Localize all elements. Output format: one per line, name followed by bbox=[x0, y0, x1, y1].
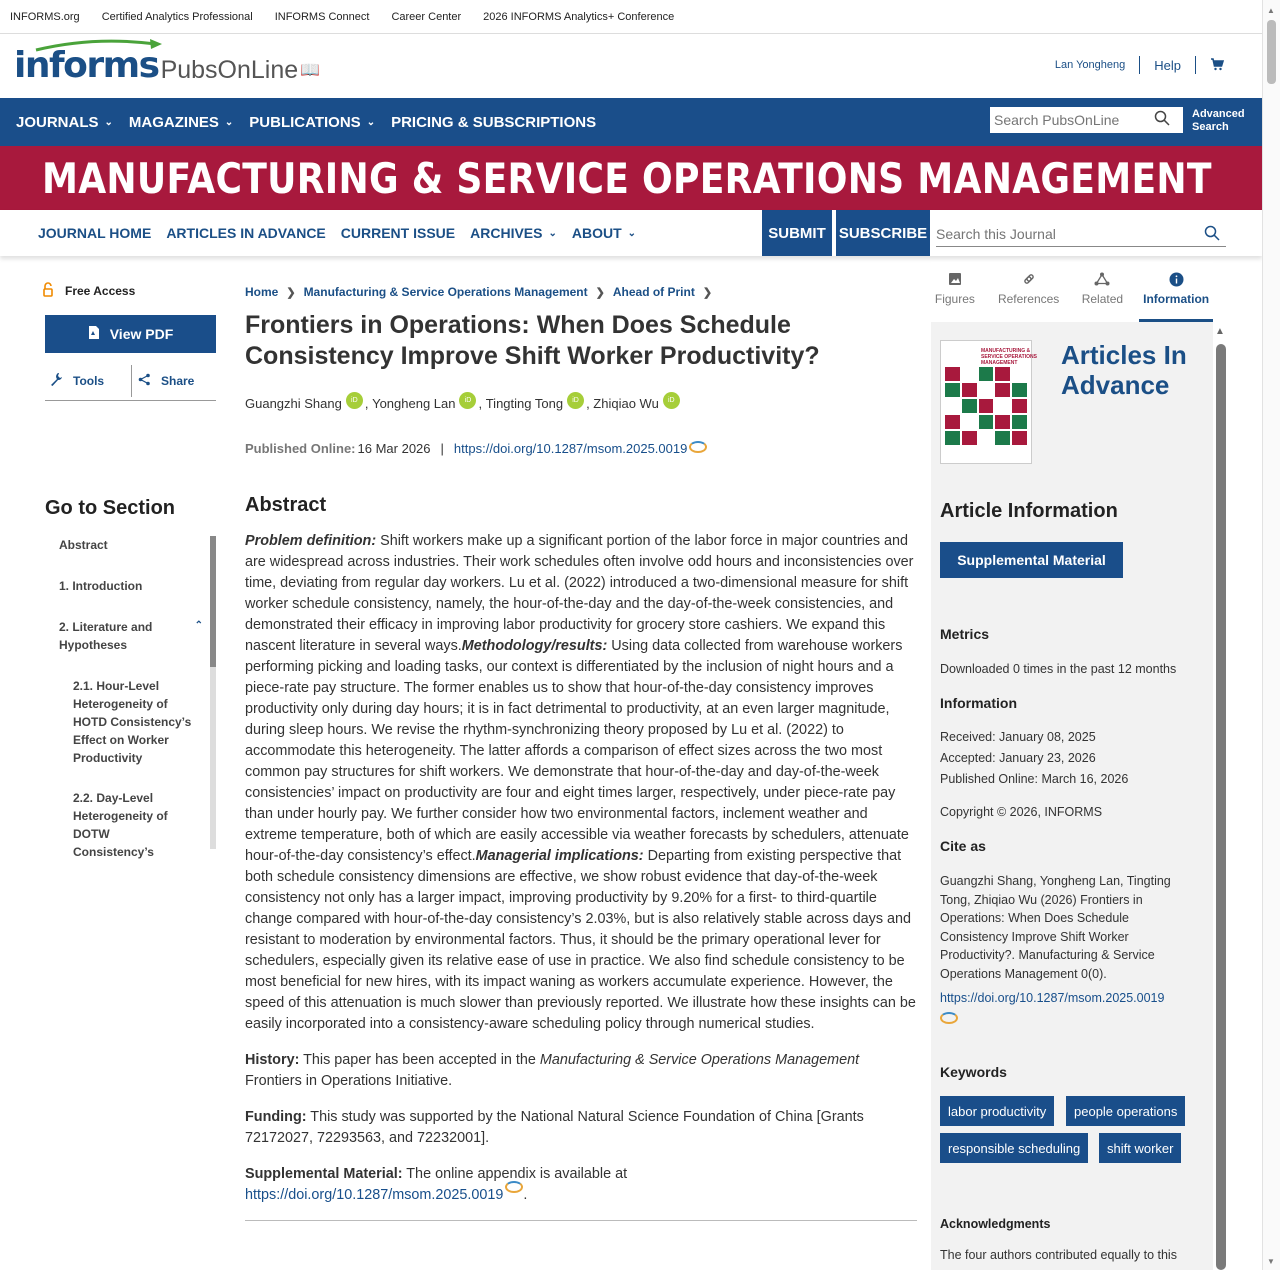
supplemental-doi-link[interactable]: https://doi.org/10.1287/msom.2025.0019 bbox=[245, 1187, 504, 1203]
tab-information[interactable]: Information bbox=[1139, 262, 1213, 322]
section-link-literature[interactable]: 2. Literature and Hypotheses ⌃ bbox=[59, 618, 193, 654]
article-title: Frontiers in Operations: When Does Schedule Consistency Improve Shift Worker Productivity? bbox=[245, 311, 820, 370]
citation-doi-link[interactable]: https://doi.org/10.1287/msom.2025.0019 bbox=[940, 991, 1165, 1005]
author-link[interactable]: Zhiqiao Wu bbox=[593, 396, 659, 411]
article-main bbox=[245, 282, 917, 1221]
logo-informs: informs bbox=[14, 45, 159, 86]
utility-link-conference[interactable]: 2026 INFORMS Analytics+ Conference bbox=[483, 10, 675, 23]
journal-search-box bbox=[936, 221, 1226, 247]
abstract-heading: Abstract bbox=[245, 494, 327, 516]
journal-title[interactable]: MANUFACTURING & SERVICE OPERATIONS MANAGEMENT bbox=[42, 153, 1212, 203]
section-link-2-2[interactable]: 2.2. Day-Level Heterogeneity of DOTW Consistency’s bbox=[73, 791, 168, 859]
share-button[interactable]: Share bbox=[131, 365, 194, 397]
article-information-heading: Article Information bbox=[940, 500, 1118, 522]
unlock-icon bbox=[43, 282, 53, 301]
section-link-2-1[interactable]: 2.1. Hour-Level Heterogeneity of HOTD Consistency’s Effect on Worker Productivity bbox=[73, 679, 192, 765]
supplemental-material-button[interactable]: Supplemental Material bbox=[940, 542, 1123, 578]
help-link[interactable]: Help bbox=[1154, 57, 1181, 73]
chevron-right-icon: ❯ bbox=[702, 286, 713, 299]
journal-nav bbox=[0, 210, 1262, 256]
nav-publications[interactable]: PUBLICATIONS ⌄ bbox=[249, 113, 376, 131]
copyright-text: Copyright © 2026, INFORMS bbox=[940, 805, 1103, 819]
wrench-icon bbox=[49, 372, 63, 389]
crossmark-icon[interactable] bbox=[940, 1012, 958, 1024]
submit-button[interactable]: SUBMIT bbox=[762, 210, 832, 256]
metrics-text: Downloaded 0 times in the past 12 months bbox=[940, 662, 1177, 676]
section-list bbox=[45, 536, 216, 859]
author-link[interactable]: Yongheng Lan bbox=[372, 396, 456, 411]
chevron-down-icon: ⌄ bbox=[548, 227, 557, 239]
keyword-tag[interactable]: responsible scheduling bbox=[940, 1133, 1088, 1163]
cover-pattern bbox=[945, 367, 1027, 445]
nav-journals[interactable]: JOURNALS ⌄ bbox=[16, 113, 113, 131]
network-icon bbox=[1094, 272, 1110, 292]
book-icon: 📖 bbox=[300, 62, 321, 79]
crossmark-icon[interactable] bbox=[505, 1181, 523, 1193]
jnav-about[interactable]: ABOUT ⌄ bbox=[571, 225, 637, 241]
search-icon[interactable] bbox=[1154, 110, 1170, 131]
jnav-articles-in-advance[interactable]: ARTICLES IN ADVANCE bbox=[166, 225, 326, 241]
cart-icon[interactable] bbox=[1210, 57, 1224, 74]
link-icon bbox=[1022, 272, 1036, 292]
chevron-right-icon: ❯ bbox=[286, 286, 296, 299]
informs-pubsonline-logo[interactable] bbox=[14, 42, 320, 86]
free-access-badge bbox=[45, 280, 216, 302]
divider bbox=[245, 1220, 917, 1221]
funding-note: Funding: This study was supported by the National Natural Science Foundation of China [Grants 72172027, 72293563, and 72232001]. bbox=[245, 1109, 864, 1146]
keyword-tag[interactable]: labor productivity bbox=[940, 1096, 1054, 1126]
subscribe-button[interactable]: SUBSCRIBE bbox=[836, 210, 930, 256]
citation-doi-area bbox=[940, 989, 1198, 1026]
tools-button[interactable]: Tools bbox=[45, 372, 131, 389]
chevron-down-icon: ⌄ bbox=[366, 116, 376, 128]
panel-tabs bbox=[931, 262, 1213, 322]
jnav-journal-home[interactable]: JOURNAL HOME bbox=[38, 225, 152, 241]
orcid-icon[interactable]: iD bbox=[663, 392, 680, 409]
logo-pubsonline: PubsOnLine bbox=[160, 56, 299, 84]
free-access-label: Free Access bbox=[65, 284, 136, 298]
keyword-tag[interactable]: shift worker bbox=[1099, 1133, 1181, 1163]
breadcrumb-home[interactable]: Home bbox=[245, 285, 279, 299]
utility-bar bbox=[0, 0, 1280, 34]
chevron-down-icon: ⌄ bbox=[627, 227, 637, 239]
breadcrumb bbox=[245, 282, 917, 302]
scroll-up-icon[interactable]: ▲ bbox=[1215, 326, 1225, 337]
main-nav bbox=[0, 98, 1280, 146]
journal-search-input[interactable] bbox=[936, 226, 1186, 242]
journal-cover-image[interactable] bbox=[940, 340, 1037, 464]
site-search-input[interactable] bbox=[990, 112, 1150, 128]
go-to-section-heading: Go to Section bbox=[45, 497, 175, 519]
scroll-down-icon[interactable]: ▼ bbox=[1267, 1257, 1275, 1266]
author-list: Guangzhi Shang iD , Yongheng Lan iD , Tingting Tong iD , Zhiqiao Wu iD bbox=[245, 392, 917, 415]
tab-references[interactable]: References bbox=[992, 262, 1066, 322]
tab-figures[interactable]: Figures bbox=[918, 262, 992, 322]
chevron-right-icon: ❯ bbox=[595, 286, 605, 299]
supplemental-note: Supplemental Material: The online appendix is available at https://doi.org/10.1287/msom.2025.0019 . bbox=[245, 1166, 628, 1203]
author-link[interactable]: Guangzhi Shang bbox=[245, 396, 342, 411]
tab-related[interactable]: Related bbox=[1066, 262, 1140, 322]
crossmark-icon[interactable] bbox=[689, 441, 707, 453]
section-link-abstract[interactable]: Abstract bbox=[59, 538, 108, 552]
site-search-box bbox=[990, 107, 1183, 133]
tools-share-row bbox=[45, 361, 216, 401]
articles-in-advance-link[interactable]: Articles In Advance bbox=[1061, 340, 1187, 400]
site-header bbox=[0, 34, 1280, 98]
journal-banner bbox=[0, 146, 1280, 210]
section-scrollbar[interactable] bbox=[210, 536, 216, 849]
keywords-heading: Keywords bbox=[940, 1064, 1007, 1080]
nav-pricing[interactable]: PRICING & SUBSCRIPTIONS bbox=[391, 113, 597, 131]
information-heading: Information bbox=[940, 695, 1017, 711]
jnav-current-issue[interactable]: CURRENT ISSUE bbox=[340, 225, 456, 241]
cover-title: MANUFACTURING & SERVICE OPERATIONS MANAGEMENT bbox=[981, 348, 1037, 366]
user-links bbox=[1055, 56, 1224, 74]
share-icon bbox=[138, 373, 151, 389]
view-pdf-button[interactable] bbox=[45, 315, 216, 353]
published-date: 16 Mar 2026 bbox=[357, 441, 431, 456]
divider bbox=[1139, 56, 1140, 74]
author-link[interactable]: Tingting Tong bbox=[485, 396, 564, 411]
keyword-tag[interactable]: people operations bbox=[1066, 1096, 1185, 1126]
page-scroll-thumb[interactable] bbox=[1267, 20, 1276, 84]
page-scrollbar[interactable] bbox=[1262, 0, 1280, 1270]
received-date: Received: January 08, 2025 bbox=[940, 730, 1096, 744]
metrics-heading: Metrics bbox=[940, 626, 990, 642]
history-note: History: This paper has been accepted in the Manufacturing & Service Operations Management Frontiers in Operations Initiative. bbox=[245, 1052, 860, 1089]
search-icon[interactable] bbox=[1204, 225, 1220, 246]
info-icon bbox=[1169, 272, 1184, 292]
section-link-introduction[interactable]: 1. Introduction bbox=[59, 579, 143, 593]
orcid-icon[interactable]: iD bbox=[567, 392, 584, 409]
published-online-date: Published Online: March 16, 2026 bbox=[940, 772, 1129, 786]
utility-link-connect[interactable]: INFORMS Connect bbox=[274, 10, 370, 23]
utility-link-career[interactable]: Career Center bbox=[391, 10, 462, 23]
nav-magazines[interactable]: MAGAZINES ⌄ bbox=[128, 113, 234, 131]
jnav-archives[interactable]: ARCHIVES ⌄ bbox=[470, 225, 557, 241]
chevron-up-icon[interactable]: ⌃ bbox=[194, 620, 203, 631]
acknowledgments-heading: Acknowledgments bbox=[940, 1217, 1051, 1231]
scroll-up-icon[interactable]: ▲ bbox=[1267, 6, 1275, 15]
divider: | bbox=[440, 441, 444, 456]
panel-scrollbar[interactable] bbox=[1216, 326, 1226, 1270]
published-label: Published Online: bbox=[245, 441, 356, 456]
divider bbox=[1195, 56, 1196, 74]
acknowledgments-text: The four authors contributed equally to this bbox=[940, 1248, 1177, 1262]
abstract-text: Problem definition: Shift workers make up a significant portion of the labor force in major countries and are widespread across industries. Their work schedules often involve odd hours and inconsistencies over time, deviating from regular day workers. Lu et al. (2022) introduced a two-dimensional measure for shift worker schedule consistency, namely, the hour-of-the-day and the day-of-the-week consistencies, and demonstrated their efficacy in improving labor productivity for grocery store cashiers. We expand this nascent literature in several ways.Methodology/results: Using data collected from warehouse workers performing picking and loading tasks, our context is differentiated by the inclusion of night hours and a piece-rate pay structure. The former enables us to show that hour-of-the-day consistency improves productivity only during day hours; it is in fact detrimental to productivity, at an even larger magnitude, during sleep hours. We revise the rhythm-synchronizing theory proposed by Lu et al. (2022) to accommodate this heterogeneity. The latter affords a comparison of effect sizes across the two most common pay structures for shift workers. We demonstrate that hour-of-the-day and day-of-the-week consistencies’ impact on productivity are four and eight times larger, respectively, under piece-rate pay than under hourly pay. We further consider how two environmental factors, inclement weather and extreme temperature, both of which are easily accessible via weather forecasts by schedulers, attenuate hour-of-the-day consistency’s effect.Managerial implications: Departing from existing perspective that both schedule consistency dimensions are effective, we show robust evidence that day-of-the-week consistency not only has a larger impact, improving productivity by 9.20% for a first- to third-quartile change compared with hour-of-the-day consistency’s 2.03%, but is also relatively stable across days and resistant to moderation by environmental factors. Thus, it should be the primary operational lever for schedulers, especially given its relative ease of use in practice. We also find schedule consistency to be most beneficial for new hires, with its impact waning as workers accumulate experience. However, the speed of this attenuation is much slower than previously reported. We illustrate how these insights can be easily incorporated into a consistency-aware scheduling policy through numerical studies. bbox=[245, 533, 916, 1032]
chevron-down-icon: ⌄ bbox=[104, 116, 113, 128]
utility-link-cap[interactable]: Certified Analytics Professional bbox=[101, 10, 253, 23]
section-scroll-thumb[interactable] bbox=[210, 536, 216, 667]
utility-link-informs[interactable]: INFORMS.org bbox=[10, 10, 80, 23]
cite-as-heading: Cite as bbox=[940, 838, 986, 854]
breadcrumb-ahead-of-print[interactable]: Ahead of Print bbox=[612, 285, 695, 299]
advanced-search-link[interactable]: Advanced Search bbox=[1192, 108, 1245, 133]
right-panel bbox=[931, 262, 1213, 1270]
doi-link[interactable]: https://doi.org/10.1287/msom.2025.0019 bbox=[453, 441, 688, 456]
image-icon bbox=[948, 272, 962, 292]
orcid-icon[interactable]: iD bbox=[346, 392, 363, 409]
breadcrumb-journal[interactable]: Manufacturing & Service Operations Management bbox=[303, 285, 588, 299]
chevron-down-icon: ⌄ bbox=[224, 116, 234, 128]
user-name-link[interactable]: Lan Yongheng bbox=[1054, 59, 1126, 71]
publication-info bbox=[245, 441, 917, 456]
panel-scroll-thumb[interactable] bbox=[1216, 344, 1226, 1270]
view-pdf-label: View PDF bbox=[109, 326, 174, 342]
orcid-icon[interactable]: iD bbox=[459, 392, 476, 409]
left-sidebar bbox=[45, 280, 216, 859]
pdf-icon bbox=[88, 325, 100, 343]
accepted-date: Accepted: January 23, 2026 bbox=[940, 751, 1096, 765]
citation-text: Guangzhi Shang, Yongheng Lan, Tingting Tong, Zhiqiao Wu (2026) Frontiers in Operations: When Does Schedule Consistency Improve Shift Worker Productivity?. Manufacturing & Service Operations Management 0(0). bbox=[940, 874, 1171, 981]
